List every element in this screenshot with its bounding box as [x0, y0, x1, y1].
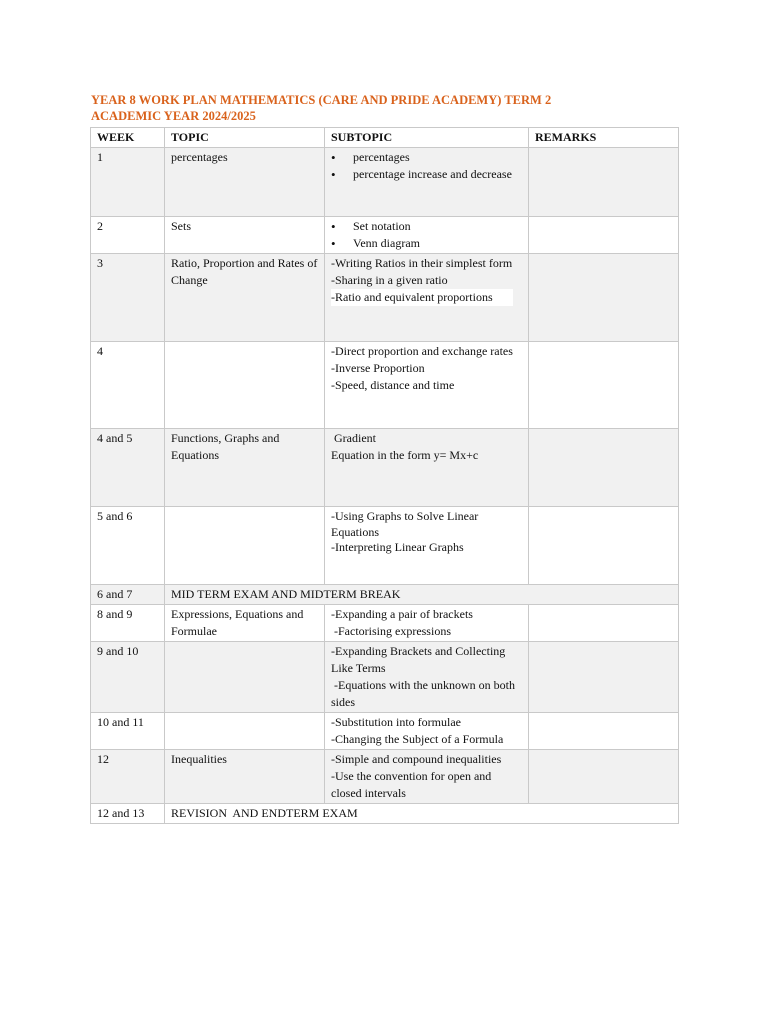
- week-cell: 9 and 10: [91, 642, 165, 713]
- remarks-cell: [529, 750, 679, 804]
- subtopic-item: -Writing Ratios in their simplest form: [331, 256, 513, 270]
- subtopic-cell: [325, 254, 529, 342]
- work-plan-table: [90, 127, 679, 824]
- table-header-row: [91, 128, 679, 148]
- week-cell: 1: [91, 148, 165, 217]
- subtopic-item: -Inverse Proportion: [331, 361, 425, 375]
- week-cell: 12 and 13: [91, 804, 165, 824]
- subtopic-item: -Direct proportion and exchange rates: [331, 344, 513, 358]
- subtopic-item: -Equations with the unknown on both sides: [331, 678, 518, 709]
- remarks-cell: [529, 148, 679, 217]
- week-cell: 6 and 7: [91, 585, 165, 605]
- subtopic-cell: [325, 750, 529, 804]
- merged-cell: REVISION AND ENDTERM EXAM: [165, 804, 679, 824]
- table-row: [91, 429, 679, 507]
- topic-cell: [165, 713, 325, 750]
- remarks-cell: [529, 507, 679, 585]
- subtopic-item: -Speed, distance and time: [331, 378, 455, 392]
- table-row: [91, 750, 679, 804]
- table-row: [91, 342, 679, 429]
- remarks-cell: [529, 342, 679, 429]
- topic-cell: [165, 642, 325, 713]
- table-row: [91, 642, 679, 713]
- document-heading: [91, 92, 691, 124]
- table-row: [91, 605, 679, 642]
- week-cell: 2: [91, 217, 165, 254]
- subtopic-cell: [325, 148, 529, 217]
- column-header-subtopic: SUBTOPIC: [325, 128, 529, 148]
- subtopic-item: Gradient: [331, 431, 376, 445]
- subtopic-cell: [325, 713, 529, 750]
- topic-cell: Ratio, Proportion and Rates of Change: [165, 254, 325, 342]
- subtopic-item: -Sharing in a given ratio: [331, 273, 448, 287]
- subtopic-item: • Venn diagram: [331, 235, 522, 252]
- subtopic-item: -Interpreting Linear Graphs: [331, 540, 464, 554]
- subtopic-item: • percentage increase and decrease: [331, 166, 522, 183]
- week-cell: 3: [91, 254, 165, 342]
- subtopic-item: -Changing the Subject of a Formula: [331, 732, 504, 746]
- topic-cell: Functions, Graphs and Equations: [165, 429, 325, 507]
- subtopic-item: -Substitution into formulae: [331, 715, 461, 729]
- remarks-cell: [529, 254, 679, 342]
- subtopic-item: Equation in the form y= Mx+c: [331, 448, 479, 462]
- subtopic-cell: [325, 642, 529, 713]
- topic-cell: [165, 507, 325, 585]
- column-header-topic: TOPIC: [165, 128, 325, 148]
- column-header-remarks: REMARKS: [529, 128, 679, 148]
- heading-title: YEAR 8 WORK PLAN MATHEMATICS (CARE AND PRIDE ACADEMY) TERM 2: [91, 93, 552, 107]
- table-row: [91, 804, 679, 824]
- subtopic-cell: [325, 605, 529, 642]
- topic-cell: Inequalities: [165, 750, 325, 804]
- week-cell: 4 and 5: [91, 429, 165, 507]
- remarks-cell: [529, 605, 679, 642]
- subtopic-cell: [325, 342, 529, 429]
- subtopic-item: -Expanding Brackets and Collecting Like Terms: [331, 644, 506, 675]
- topic-cell: Expressions, Equations and Formulae: [165, 605, 325, 642]
- week-cell: 10 and 11: [91, 713, 165, 750]
- table-row: [91, 507, 679, 585]
- remarks-cell: [529, 642, 679, 713]
- subtopic-item: -Simple and compound inequalities: [331, 752, 502, 766]
- table-row: [91, 148, 679, 217]
- subtopic-item: -Expanding a pair of brackets: [331, 607, 473, 621]
- remarks-cell: [529, 429, 679, 507]
- table-row: [91, 585, 679, 605]
- subtopic-item: -Ratio and equivalent proportions: [331, 289, 513, 306]
- week-cell: 4: [91, 342, 165, 429]
- subtopic-item: • percentages: [331, 149, 522, 166]
- merged-cell: MID TERM EXAM AND MIDTERM BREAK: [165, 585, 679, 605]
- table-row: [91, 217, 679, 254]
- week-cell: 8 and 9: [91, 605, 165, 642]
- table-row: [91, 254, 679, 342]
- subtopic-cell: [325, 507, 529, 585]
- week-cell: 12: [91, 750, 165, 804]
- subtopic-item: -Using Graphs to Solve Linear Equations: [331, 509, 479, 539]
- remarks-cell: [529, 713, 679, 750]
- week-cell: 5 and 6: [91, 507, 165, 585]
- topic-cell: percentages: [165, 148, 325, 217]
- subtopic-cell: [325, 217, 529, 254]
- subtopic-item: • Set notation: [331, 218, 522, 235]
- table-row: [91, 713, 679, 750]
- subtopic-item: -Use the convention for open and closed intervals: [331, 769, 492, 800]
- topic-cell: [165, 342, 325, 429]
- subtopic-item: -Factorising expressions: [331, 624, 451, 638]
- remarks-cell: [529, 217, 679, 254]
- column-header-week: WEEK: [91, 128, 165, 148]
- heading-academic-year: ACADEMIC YEAR 2024/2025: [91, 109, 256, 123]
- subtopic-cell: [325, 429, 529, 507]
- topic-cell: Sets: [165, 217, 325, 254]
